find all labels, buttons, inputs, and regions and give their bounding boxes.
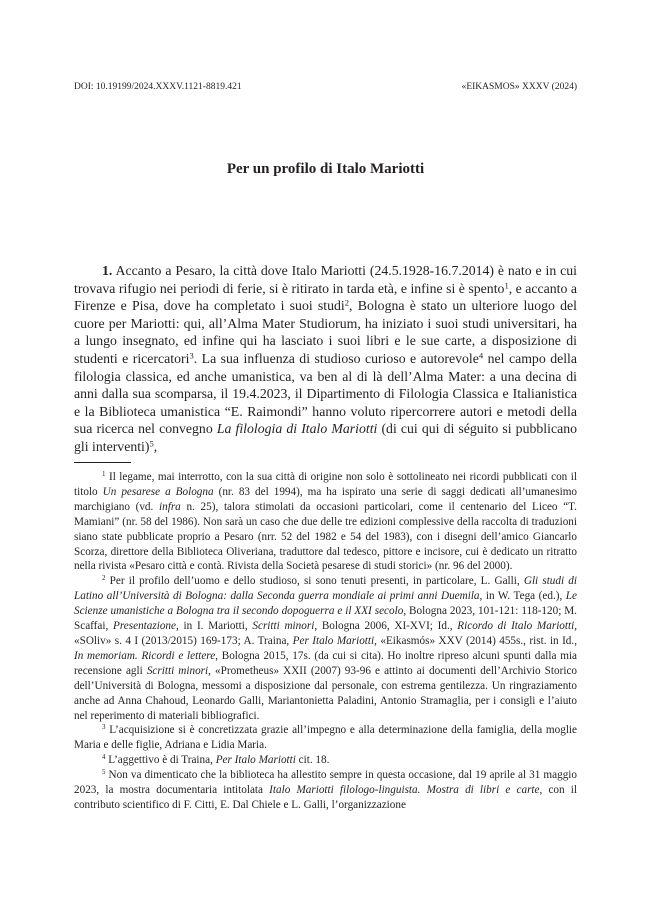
footnote-1 [74,470,577,574]
footnote-ref: 2 [344,297,350,308]
footnote-number: 3 [102,723,106,732]
text-run: Accanto a Pesaro, la città dove Italo Mariotti (24.5.1928-16.7.2014) è nato e in cui trovava rifugio nei periodi di ferie, si è ritirato in tarda età, e infine si è spento [74,263,577,296]
text-run: L’aggettivo è di Traina, [105,754,216,767]
italic-title: Un pesarese a Bologna [102,485,214,498]
italic-word: infra [159,500,181,513]
doi-label: DOI: 10.19199/2024.XXXV.1121-8819.421 [74,82,242,92]
text-run: . La sua influenza di studioso curioso e autorevole [193,350,479,366]
text-run: , Bologna 2006, XI-XVI; Id., [314,620,458,633]
main-text [74,262,577,456]
text-run: , Bologna 2023, 101-121: 118-120; M. Scaffai, [74,605,577,633]
text-run: nel campo della filologia classica, ed anche umanistica, va ben al di là dell’Alma Mater: a una decina di anni dalla sua scomparsa, il 19.4.2023, il Dipartimento di Filologia Classica e Italianistica e la Biblioteca umanistica “E. Raimondi” hanno voluto ripercorrere autori e metodi della sua ricerca nel convegno [74,350,578,437]
italic-title: Le Scienze umanistiche a Bologna tra il secondo dopoguerra e il XXI secolo [74,590,577,618]
text-run: , in W. Tega (ed.), [479,590,566,603]
text-run: , Bologna è stato un ulteriore luogo del cuore per Mariotti: qui, all’Alma Mater Studiorum, ha iniziato i suoi studi universitari, ha a lungo insegnato, ed infine qui ha lasciato i suoi libri e le sue carte, a disposizione di studenti e ricercatori [74,298,578,366]
text-run: Per il profilo dell’uomo e dello studioso, si sono tenuti presenti, in particolare, L. Galli, [105,575,524,588]
italic-title: Presentazione [113,620,176,633]
footnote-number: 5 [102,768,106,777]
footnote-number: 2 [102,574,106,583]
journal-label: «EIKASMOS» XXXV (2024) [461,82,577,92]
footnote-ref: 1 [504,279,509,290]
footnote-5 [74,768,577,813]
italic-title: Scritti minori [146,664,209,677]
footnote-3 [74,723,577,753]
text-run: (nr. 83 del 1994), ma ha ispirato una serie di saggi dedicati all’umanesimo marchigiano (vd. [74,485,577,513]
text-run: (di cui qui di séguito si pubblicano gli interventi) [74,421,577,454]
section-number: 1. [102,263,113,278]
text-run: Non va dimenticato che la biblioteca ha allestito sempre in questa occasione, dal 19 aprile al 31 maggio 2023, la mostra documentaria intitolata [74,769,577,797]
text-run: , «Eikasmós» XXV (2014) 455s., rist. in Id., [374,634,577,647]
italic-title: Gli studi di Latino all’Università di Bologna: dalla Seconda guerra mondiale ai primi anni Duemila [74,575,577,603]
text-run: , con il contributo scientifico di F. Citti, E. Dal Chiele e L. Galli, l’organizzazione [74,784,577,811]
footnote-2 [74,574,577,723]
text-run: , «SOliv» s. 4 I (2013/2015) 169-173; A. Traina, [74,620,578,647]
footnotes [74,470,577,813]
text-run: , in I. Mariotti, [175,620,253,633]
footnote-number: 4 [102,753,106,762]
text-run: L’acquisizione si è concretizzata grazie all’impegno e alla determinazione della famiglia, della moglie Maria e delle figlie, Adriana e Lidia Maria. [74,724,577,752]
text-run: , Bologna 2015, 17s. (da cui si cita). Ho inoltre ripreso alcuni spunti dalla mia recensione agli [74,649,577,677]
footnote-separator [74,462,131,463]
footnote-ref: 5 [149,438,154,449]
paragraph-1 [74,262,577,456]
italic-title: Scritti minori [252,620,315,633]
footnote-ref: 3 [189,350,194,361]
footnote-number: 1 [102,470,106,479]
italic-title: La filologia di Italo Mariotti [216,421,378,437]
text-run: , e accanto a Firenze e Pisa, dove ha completato i suoi studi [74,280,577,314]
text-run: n. 25), talora stimolati da occasioni particolari, come il centenario del Liceo “T. Mamiani” (nr. 58 del 1986). Non sarà un caso che due delle tre edizioni complessive della raccolta di traduzioni siano state pubblicate proprio a Pesaro (nrr. 52 del 1982 e 54 del 1983), con i disegni dell’amico Giancarlo Scorza, direttore della Biblioteca Oliveriana, traduttore dal tedesco, pittore e incisore, cui è dedicato un ritratto nella rivista «Pesaro città e contà. Rivista della Società pesarese di studi storici» (nr. 96 del 2000). [74,500,577,573]
italic-title: Per Italo Mariotti [292,634,375,647]
article-title: Per un profilo di Italo Mariotti [226,161,425,177]
italic-title: Italo Mariotti filologo-linguista. Mostra di libri e carte [269,784,540,797]
text-run: cit. 18. [295,754,330,767]
text-run: , «Prometheus» XXII (2007) 93-96 e attinto ai documenti dell’Archivio Storico dell’Università di Bologna, messomi a disposizione dal personale, con estrema gentilezza. Un ringraziamento anche ad Anna Chahoud, Leonardo Galli, Mariantonietta Paladini, Antonio Stramaglia, per i consigli e l’aiuto nel reperimento di materiali bibliografici. [74,664,577,722]
footnote-4 [74,753,577,768]
italic-title: Per Italo Mariotti [215,754,296,767]
text-run: , [153,438,158,454]
footnote-ref: 4 [478,350,484,361]
text-run: Il legame, mai interrotto, con la sua città di origine non solo è sottolineato nei ricordi pubblicati con il titolo [74,471,577,498]
italic-title: Ricordo di Italo Mariotti [457,620,575,633]
italic-title: In memoriam. Ricordi e lettere [74,649,216,662]
